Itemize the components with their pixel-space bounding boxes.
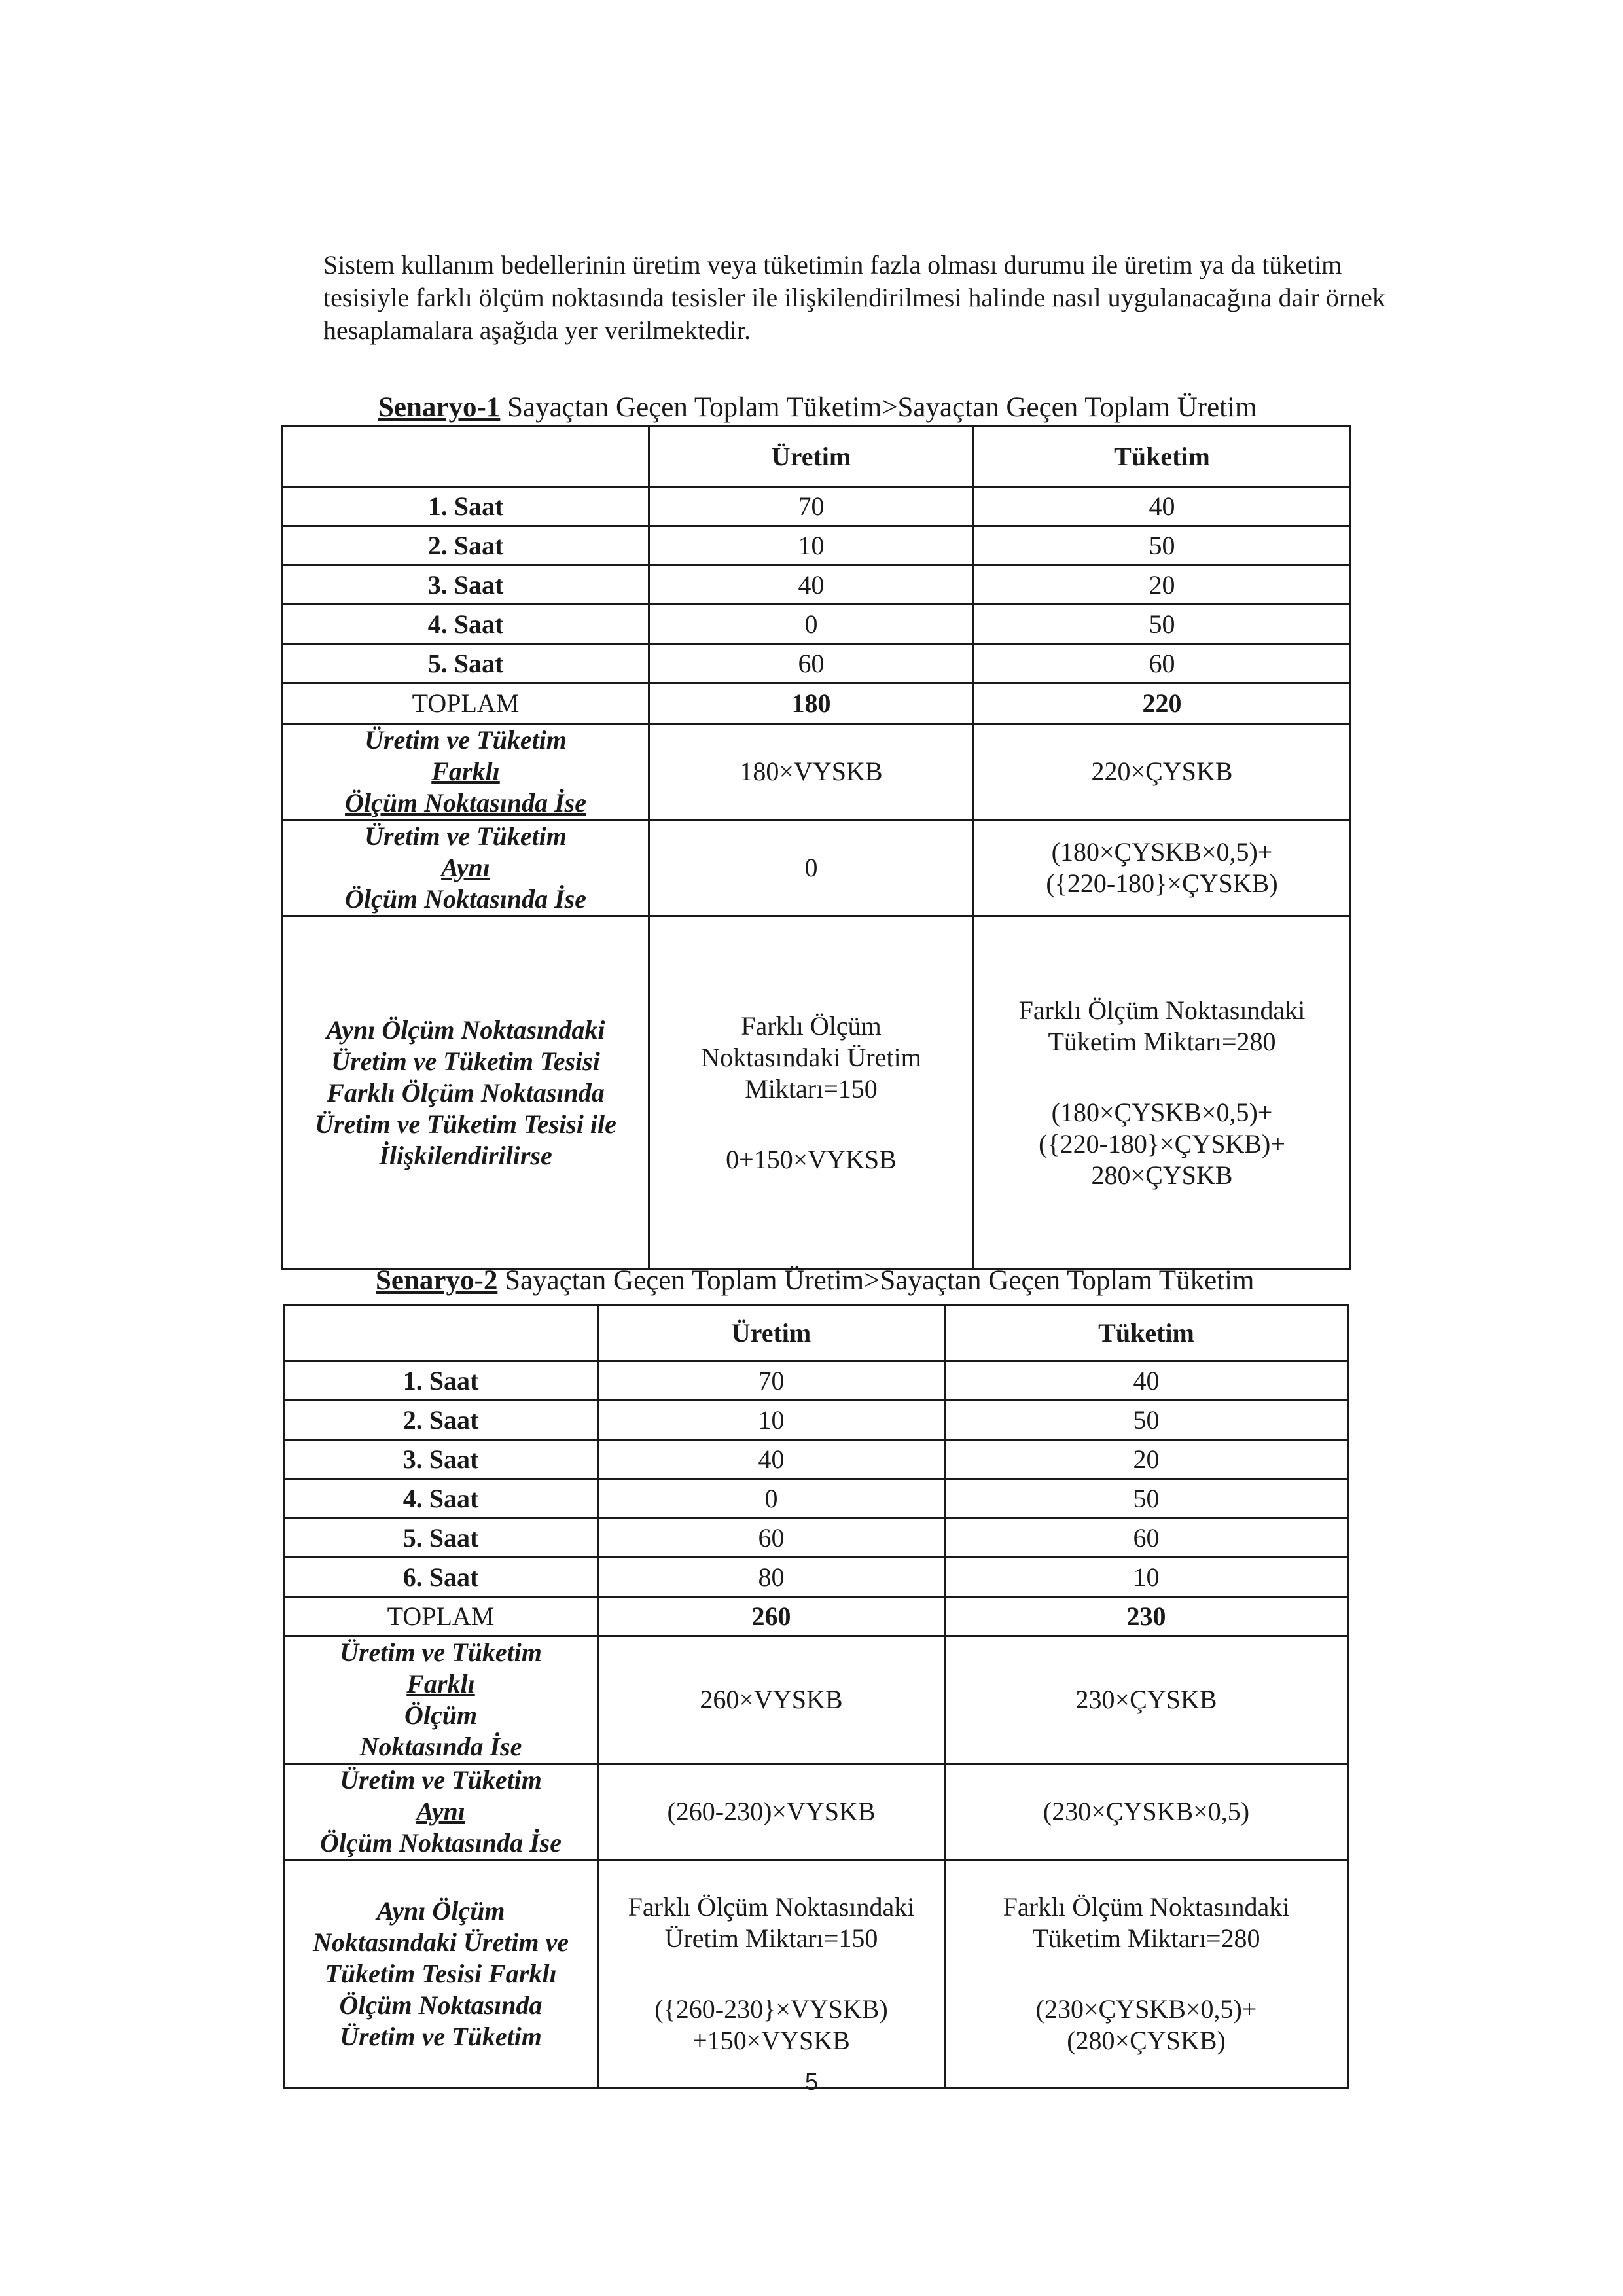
table-row: [284, 1558, 1348, 1597]
total-label: TOPLAM: [284, 1597, 598, 1636]
total-row: [283, 683, 1351, 724]
tuketim-cell: 50: [945, 1401, 1348, 1440]
scenario2-caption-title: Senaryo-2: [376, 1265, 498, 1296]
tuketim-cell: 20: [974, 565, 1351, 605]
row-label: 1. Saat: [283, 487, 649, 526]
table-row: [284, 1518, 1348, 1558]
header-empty-cell: [284, 1305, 598, 1361]
row-label: 2. Saat: [283, 526, 649, 565]
iliski-label: Aynı Ölçüm Noktasındaki Üretim ve Tüketim Tesisi Farklı Ölçüm Noktasında Üretim ve Tüketim Tesisi ile İlişkilendirilirse: [283, 916, 649, 1270]
farkli-label: Üretim ve Tüketim Farklı Ölçüm Noktasında İse: [284, 1636, 598, 1764]
table-row: [283, 565, 1351, 605]
tuketim-cell: 60: [974, 644, 1351, 683]
row-label: 2. Saat: [284, 1401, 598, 1440]
ayni-label: Üretim ve Tüketim Aynı Ölçüm Noktasında İse: [284, 1764, 598, 1860]
tuketim-cell: 60: [945, 1518, 1348, 1558]
tuketim-cell: 50: [974, 605, 1351, 644]
header-tuketim: Tüketim: [945, 1305, 1348, 1361]
scenario1-caption: [378, 391, 1257, 423]
table-row: [283, 644, 1351, 683]
ayni-row: [283, 820, 1351, 916]
iliski-tuketim: Farklı Ölçüm Noktasındaki Tüketim Miktarı=280 (230×ÇYSKB×0,5)+ (280×ÇYSKB): [945, 1860, 1348, 2088]
intro-paragraph: Sistem kullanım bedellerinin üretim veya tüketimin fazla olması durumu ile üretim ya da tüketim tesisiyle farklı ölçüm noktasında tesisler ile ilişkilendirilmesi halinde nasıl uygulanacağına dair örnek hesaplamalara aşağıda yer verilmektedir.: [323, 250, 1385, 345]
row-label: 3. Saat: [283, 565, 649, 605]
table-row: [283, 605, 1351, 644]
scenario2-caption: [376, 1265, 1255, 1297]
iliski-row: [283, 916, 1351, 1270]
tuketim-cell: 50: [945, 1479, 1348, 1518]
uretim-cell: 80: [598, 1558, 945, 1597]
uretim-cell: 10: [598, 1401, 945, 1440]
tuketim-cell: 20: [945, 1440, 1348, 1479]
header-tuketim: Tüketim: [974, 427, 1351, 487]
uretim-cell: 0: [598, 1479, 945, 1518]
total-label: TOPLAM: [283, 683, 649, 724]
iliski-label: Aynı Ölçüm Noktasındaki Üretim ve Tüketim Tesisi Farklı Ölçüm Noktasında Üretim ve Tüketim: [284, 1860, 598, 2088]
scenario2-caption-text: Sayaçtan Geçen Toplam Üretim>Sayaçtan Geçen Toplam Tüketim: [497, 1265, 1255, 1296]
table-row: [283, 487, 1351, 526]
uretim-cell: 40: [598, 1440, 945, 1479]
scenario1-caption-text: Sayaçtan Geçen Toplam Tüketim>Sayaçtan Geçen Toplam Üretim: [500, 392, 1257, 423]
row-label: 3. Saat: [284, 1440, 598, 1479]
scenario2-table: [283, 1304, 1349, 2089]
scenario1-table: [281, 425, 1351, 1270]
farkli-uretim: 260×VYSKB: [598, 1636, 945, 1764]
table-header-row: [284, 1305, 1348, 1361]
ayni-row: [284, 1764, 1348, 1860]
page-number: 5: [804, 2068, 819, 2095]
row-label: 4. Saat: [284, 1479, 598, 1518]
farkli-label: Üretim ve Tüketim Farklı Ölçüm Noktasında İse: [283, 724, 649, 820]
table-row: [283, 526, 1351, 565]
farkli-tuketim: 230×ÇYSKB: [945, 1636, 1348, 1764]
ayni-uretim: 0: [649, 820, 974, 916]
uretim-cell: 60: [649, 644, 974, 683]
iliski-tuketim: Farklı Ölçüm Noktasındaki Tüketim Miktarı=280 (180×ÇYSKB×0,5)+ ({220-180}×ÇYSKB)+ 280×ÇYSKB: [974, 916, 1351, 1270]
table-row: [284, 1361, 1348, 1401]
uretim-cell: 70: [649, 487, 974, 526]
table-row: [284, 1479, 1348, 1518]
tuketim-cell: 40: [974, 487, 1351, 526]
ayni-tuketim: (180×ÇYSKB×0,5)+ ({220-180}×ÇYSKB): [974, 820, 1351, 916]
uretim-cell: 70: [598, 1361, 945, 1401]
total-tuketim: 220: [974, 683, 1351, 724]
row-label: 4. Saat: [283, 605, 649, 644]
header-uretim: Üretim: [598, 1305, 945, 1361]
farkli-tuketim: 220×ÇYSKB: [974, 724, 1351, 820]
farkli-uretim: 180×VYSKB: [649, 724, 974, 820]
tuketim-cell: 10: [945, 1558, 1348, 1597]
total-uretim: 180: [649, 683, 974, 724]
row-label: 5. Saat: [283, 644, 649, 683]
header-uretim: Üretim: [649, 427, 974, 487]
uretim-cell: 40: [649, 565, 974, 605]
header-empty-cell: [283, 427, 649, 487]
row-label: 5. Saat: [284, 1518, 598, 1558]
total-uretim: 260: [598, 1597, 945, 1636]
table-row: [284, 1440, 1348, 1479]
row-label: 1. Saat: [284, 1361, 598, 1401]
row-label: 6. Saat: [284, 1558, 598, 1597]
table-header-row: [283, 427, 1351, 487]
tuketim-cell: 40: [945, 1361, 1348, 1401]
uretim-cell: 10: [649, 526, 974, 565]
table-row: [284, 1401, 1348, 1440]
total-tuketim: 230: [945, 1597, 1348, 1636]
uretim-cell: 0: [649, 605, 974, 644]
farkli-row: [283, 724, 1351, 820]
iliski-row: [284, 1860, 1348, 2088]
ayni-label: Üretim ve Tüketim Aynı Ölçüm Noktasında İse: [283, 820, 649, 916]
iliski-uretim: Farklı Ölçüm Noktasındaki Üretim Miktarı=150 ({260-230}×VYSKB) +150×VYSKB: [598, 1860, 945, 2088]
iliski-uretim: Farklı Ölçüm Noktasındaki Üretim Miktarı=150 0+150×VYKSB: [649, 916, 974, 1270]
farkli-row: [284, 1636, 1348, 1764]
tuketim-cell: 50: [974, 526, 1351, 565]
uretim-cell: 60: [598, 1518, 945, 1558]
ayni-tuketim: (230×ÇYSKB×0,5): [945, 1764, 1348, 1860]
total-row: [284, 1597, 1348, 1636]
ayni-uretim: (260-230)×VYSKB: [598, 1764, 945, 1860]
scenario1-caption-title: Senaryo-1: [378, 392, 501, 423]
